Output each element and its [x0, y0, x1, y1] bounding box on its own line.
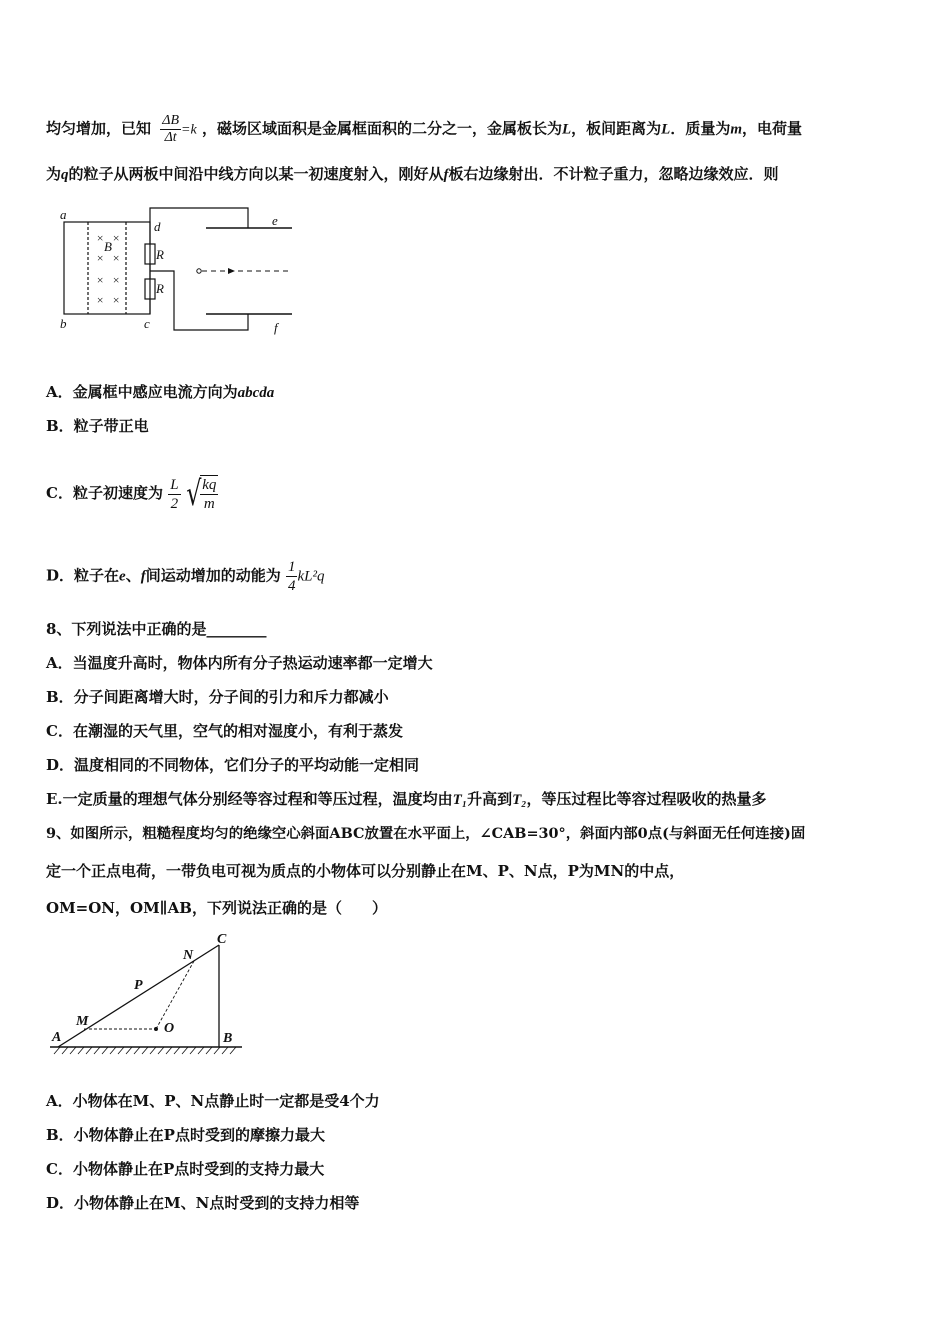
wire-top [150, 208, 248, 228]
q8-option-d: D．温度相同的不同物体，它们分子的平均动能一定相同 [46, 756, 420, 774]
q7-line2 [46, 164, 779, 185]
kq-numerator: kq [202, 477, 217, 493]
one-quarter [286, 558, 298, 595]
sqrt-sign: √ [185, 474, 201, 514]
var-L-2: L [661, 121, 671, 138]
L-numerator: L [170, 476, 179, 493]
q8-stem: 8、下列说法中正确的是________ [46, 620, 267, 638]
label-f: f [274, 320, 278, 335]
svg-text:×: × [96, 251, 105, 265]
q8-option-e-part3: ，等压过程比等容过程吸收的热量多 [526, 790, 767, 808]
label-e: e [272, 213, 278, 228]
q7-line1-part3: ，板间距离为 [571, 119, 662, 138]
var-f: f [443, 167, 449, 183]
label-d: d [154, 219, 161, 234]
var-T2: T₂ [512, 792, 527, 808]
q7-line1 [46, 113, 802, 146]
svg-text:×: × [96, 293, 105, 307]
ground-hatching [54, 1047, 236, 1054]
svg-text:×: × [112, 231, 121, 245]
label-B: B [104, 239, 112, 254]
one-numerator: 1 [287, 559, 296, 575]
incline-figure [46, 928, 246, 1058]
wire-bottom [150, 271, 248, 330]
particle-entry [197, 269, 201, 273]
label-c: c [144, 316, 150, 331]
var-q: q [61, 167, 69, 183]
label-b: b [60, 316, 67, 331]
q9-option-c: C．小物体静止在P点时受到的支持力最大 [46, 1160, 325, 1178]
q9-option-d: D．小物体静止在M、N点时受到的支持力相等 [46, 1194, 360, 1212]
q7-option-a-path: abcda [237, 385, 275, 401]
q8-option-c: C．在潮湿的天气里，空气的相对湿度小，有利于蒸发 [46, 722, 403, 740]
var-T1: T₁ [452, 792, 468, 808]
kq-over-m [200, 475, 218, 513]
label-P: P [134, 978, 143, 993]
L-over-2 [168, 476, 180, 513]
svg-text:×: × [96, 273, 105, 287]
metal-frame [64, 222, 150, 314]
dashed-ON [156, 961, 194, 1029]
q7-option-d-part2: 间运动增加的动能为 [145, 566, 281, 585]
q9-line2: 定一个正点电荷，一带负电可视为质点的小物体可以分别静止在M、P、N点，P为MN的中点， [46, 862, 685, 880]
q9-option-a: A．小物体在M、P、N点静止时一定都是受4个力 [46, 1092, 380, 1110]
svg-text:×: × [112, 251, 121, 265]
dt-denominator: Δt [164, 130, 177, 145]
q7-option-c-text: C．粒子初速度为 [46, 484, 163, 502]
q7-option-a [46, 382, 274, 403]
q7-option-d-sep: 、 [125, 566, 141, 585]
q7-option-c [46, 475, 218, 513]
label-M: M [76, 1014, 89, 1029]
label-C: C [217, 932, 227, 947]
q8-option-e-part1: E.一定质量的理想气体分别经等容过程和等压过程，温度均由 [46, 790, 453, 808]
dB-dt-fraction [160, 113, 181, 146]
two-denominator: 2 [170, 495, 179, 512]
q9-line3: OM=ON，OM∥AB，下列说法正确的是（ ） [46, 899, 387, 917]
q9-line1: 9、如图所示，粗糙程度均匀的绝缘空心斜面ABC放置在水平面上，∠CAB=30°，斜面内部0点(与斜面无任何连接)固 [46, 825, 806, 842]
q7-line1-part1: 均匀增加，已知 [46, 119, 152, 138]
q7-line1-part4: ．质量为 [670, 119, 731, 138]
q7-option-d-e: e [119, 568, 126, 585]
dB-numerator: ΔB [162, 113, 180, 128]
four-denominator: 4 [287, 578, 296, 594]
q8-option-a: A．当温度升高时，物体内所有分子热运动速率都一定增大 [46, 654, 433, 672]
q7-option-d [46, 558, 324, 595]
svg-text:×: × [112, 293, 121, 307]
q7-option-d-f: f [140, 568, 146, 585]
var-L-1: L [561, 121, 572, 138]
q7-option-d-part1: D．粒子在 [46, 566, 120, 585]
label-R1: R [156, 247, 164, 262]
q7-line2-part3: 板右边缘射出．不计粒子重力，忽略边缘效应．则 [448, 165, 779, 183]
label-N: N [183, 948, 194, 963]
point-O-dot [154, 1027, 158, 1031]
label-A: A [52, 1030, 62, 1045]
q7-option-a-text: A．金属框中感应电流方向为 [46, 383, 238, 401]
q9-option-b: B．小物体静止在P点时受到的摩擦力最大 [46, 1126, 325, 1144]
q7-line1-part2: ，磁场区域面积是金属框面积的二分之一，金属板长为 [201, 119, 562, 138]
label-B: B [223, 1031, 233, 1046]
q8-option-e [46, 789, 767, 810]
q7-line2-part1: 为 [46, 165, 62, 183]
svg-text:×: × [112, 273, 121, 287]
label-R2: R [156, 281, 164, 296]
kL2q: kL²q [297, 568, 325, 585]
label-O: O [164, 1021, 175, 1036]
q8-option-e-part2: 升高到 [467, 790, 513, 808]
incline-AC [58, 945, 219, 1047]
q8-option-b: B．分子间距离增大时，分子间的引力和斥力都减小 [46, 688, 389, 706]
circuit-figure [56, 204, 306, 336]
m-denominator: m [203, 496, 215, 512]
q7-line1-part5: ，电荷量 [742, 119, 803, 138]
q7-line2-part2: 的粒子从两板中间沿中线方向以某一初速度射入，刚好从 [68, 165, 444, 183]
equals-k: =k [181, 122, 197, 138]
velocity-arrow [228, 268, 235, 274]
svg-text:×: × [96, 231, 105, 245]
var-m: m [730, 121, 742, 138]
q7-option-b: B．粒子带正电 [46, 417, 149, 435]
label-a: a [60, 207, 67, 222]
